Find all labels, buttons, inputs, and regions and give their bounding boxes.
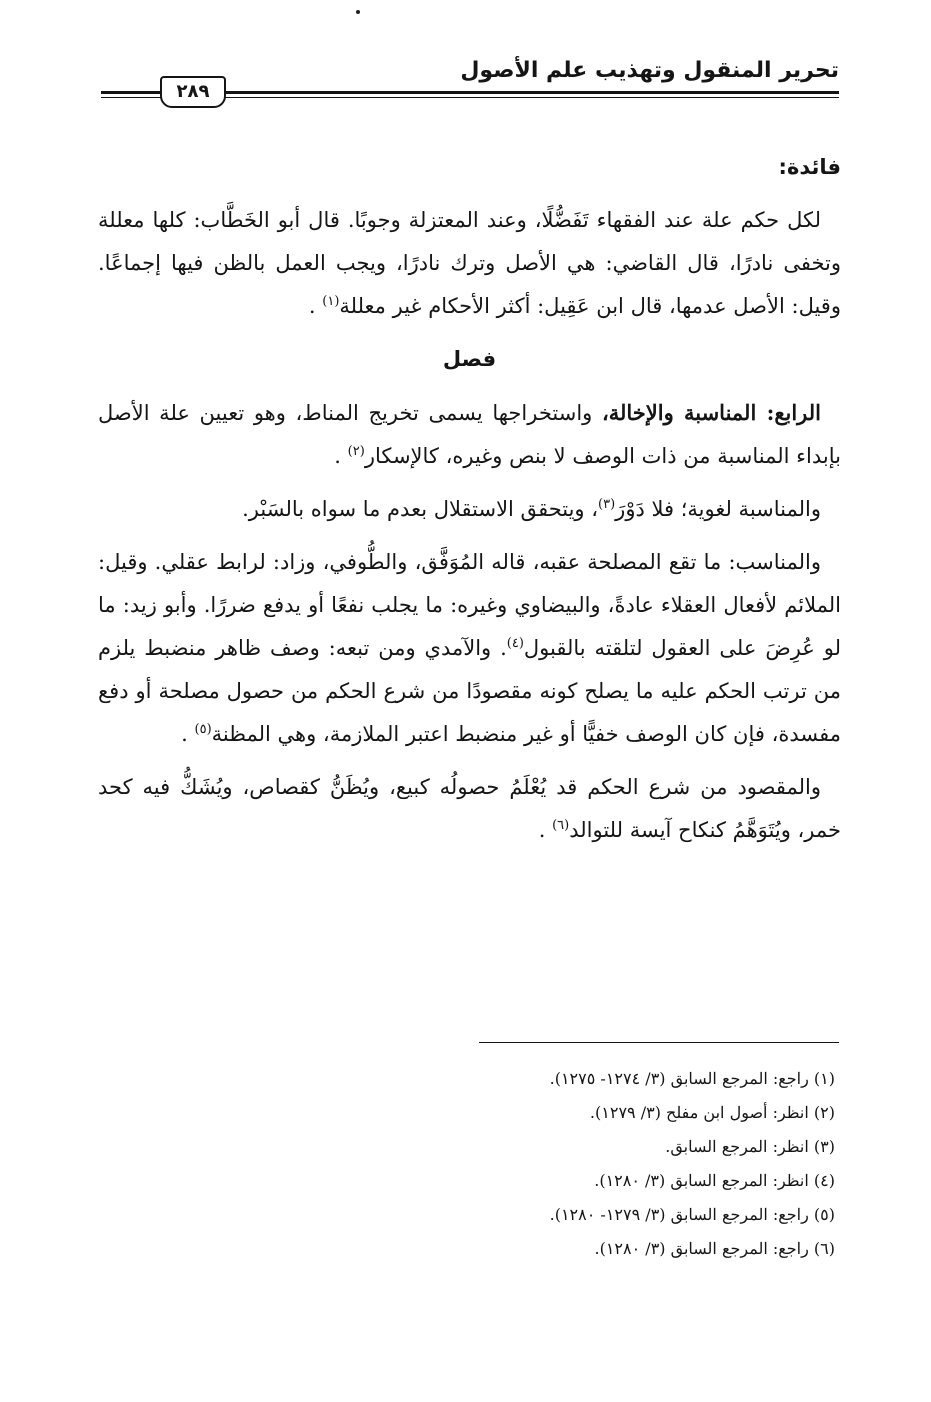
term-lead: الرابع: المناسبة والإخالة،	[601, 400, 821, 425]
footnote-item: (٤) انظر: المرجع السابق (٣/ ١٢٨٠).	[594, 1171, 835, 1190]
section-title: فصل	[442, 347, 497, 371]
paragraph-text: لكل حكم علة عند الفقهاء تَفَضُّلًا، وعند المعتزلة وجوبًا. قال أبو الخَطَّاب: كلها معللة وتخفى نادرًا، قال القاضي: هي الأصل وترك نادرًا، ويجب العمل بالظن فيها إجماعًا. وقيل: الأصل عدمها، قال ابن عَقِيل: أكثر الأحكام غير معللة	[98, 208, 841, 318]
paragraph-munasib	[98, 541, 841, 756]
note-heading: فائدة:	[778, 155, 841, 179]
footnote-item: (٣) انظر: المرجع السابق.	[665, 1137, 835, 1156]
period: .	[538, 818, 546, 842]
footnote-item: (٢) انظر: أصول ابن مفلح (٣/ ١٢٧٩).	[589, 1103, 835, 1122]
paragraph-text: . والآمدي ومن تبعه: وصف ظاهر منضبط يلزم من ترتب الحكم عليه ما يصلح كونه مقصودًا من شرع الحكم من حصول مصلحة أو دفع مفسدة، فإن كان الوصف خفيًّا أو غير منضبط اعتبر الملازمة، وهي المظنة	[98, 636, 841, 746]
paragraph-text: والمناسبة لغوية؛ فلا دَوْرَ	[615, 497, 821, 521]
paragraph-text: واستخراجها يسمى تخريج المناط، وهو تعيين علة الأصل بإبداء المناسبة من ذات الوصف لا بنص وغيره، كالإسكار	[98, 401, 841, 468]
paragraph-munasaba	[98, 488, 841, 531]
paragraph-maqsud	[98, 766, 841, 852]
footnote-ref: (٤)	[506, 636, 524, 651]
paragraph-note	[98, 199, 841, 328]
footnote-item: (٦) راجع: المرجع السابق (٣/ ١٢٨٠).	[594, 1239, 835, 1258]
period: .	[181, 722, 188, 746]
footnotes	[115, 1062, 835, 1266]
paragraph-text: ، ويتحقق الاستقلال بعدم ما سواه بالسَبْر.	[242, 497, 599, 521]
page-number-badge: ٢٨٩	[160, 76, 226, 108]
paragraph-text: والمناسب: ما تقع المصلحة عقبه، قاله المُوَفَّق، والطُّوفي، وزاد: لرابط عقلي. وقيل: الملائم لأفعال العقلاء عادةً، والبيضاوي وغيره: ما يجلب نفعًا أو يدفع ضررًا. وأبو زيد: ما لو عُرِضَ على العقول لتلقته بالقبول	[98, 550, 841, 660]
page-mark	[356, 10, 360, 14]
paragraph-fourth	[98, 391, 841, 478]
running-header-title: تحرير المنقول وتهذيب علم الأصول	[460, 58, 839, 83]
footnote-separator	[479, 1042, 839, 1043]
footnote-ref: (٥)	[194, 722, 212, 737]
footnote-item: (٥) راجع: المرجع السابق (٣/ ١٢٧٩- ١٢٨٠).	[549, 1205, 835, 1224]
main-text	[98, 146, 841, 862]
footnote-ref: (٣)	[598, 497, 616, 512]
footnote-ref: (١)	[322, 294, 340, 309]
footnote-ref: (٦)	[552, 818, 570, 833]
footnote-item: (١) راجع: المرجع السابق (٣/ ١٢٧٤- ١٢٧٥).	[549, 1069, 835, 1088]
footnote-ref: (٢)	[347, 444, 365, 459]
period: .	[308, 294, 316, 318]
period: .	[334, 444, 341, 468]
paragraph-text: والمقصود من شرع الحكم قد يُعْلَمُ حصولُه كبيع، ويُظَنُّ كقصاص، ويُشَكُّ فيه كحد خمر، ويُتَوَهَّمُ كنكاح آيسة للتوالد	[98, 775, 841, 842]
